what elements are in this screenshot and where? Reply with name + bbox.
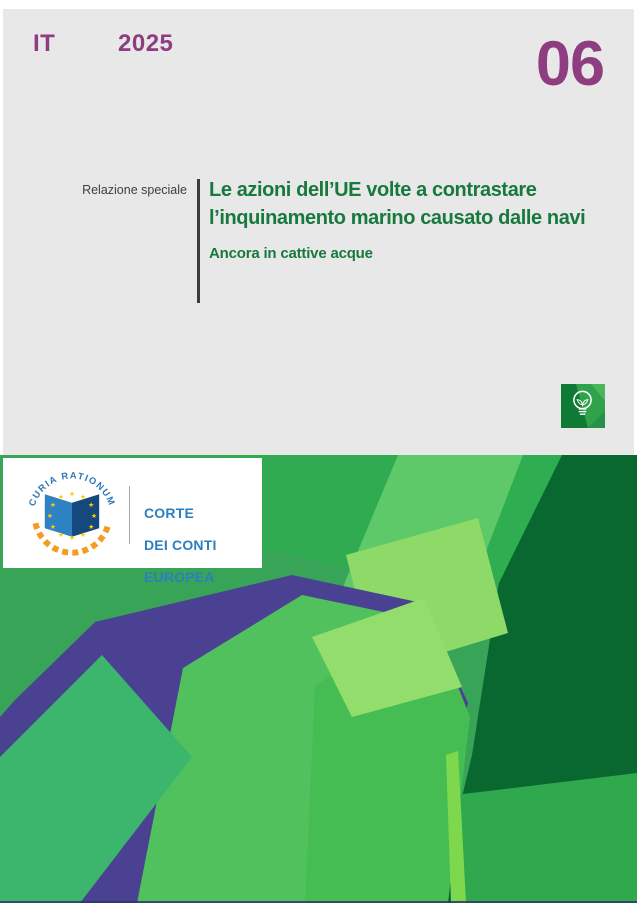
svg-text:★: ★ <box>49 501 56 510</box>
emblem-motto: CURIA RATIONUM <box>26 470 118 508</box>
report-number: 06 <box>535 29 604 99</box>
series-label: Relazione speciale <box>82 183 187 197</box>
org-name <box>144 489 217 601</box>
report-title: Le azioni dell’UE volte a contrastare l’inquinamento marino causato dalle navi <box>209 179 586 229</box>
logo-divider-line <box>129 486 130 544</box>
svg-text:★: ★ <box>57 531 64 540</box>
title-block <box>209 176 621 262</box>
org-name-line-3: EUROPEA <box>144 569 215 585</box>
title-divider-line <box>197 179 200 303</box>
svg-text:★: ★ <box>80 531 87 540</box>
svg-text:★: ★ <box>88 523 95 532</box>
lightbulb-leaves-icon <box>561 384 605 428</box>
report-subtitle: Ancora in cattive acque <box>209 245 373 262</box>
svg-text:★: ★ <box>68 534 76 543</box>
svg-text:★: ★ <box>49 523 56 532</box>
svg-text:★: ★ <box>57 492 64 501</box>
svg-text:CURIA RATIONUM <box>26 470 118 510</box>
svg-text:★: ★ <box>68 490 76 498</box>
header-band <box>3 9 634 455</box>
org-name-line-2: DEI CONTI <box>144 537 217 553</box>
svg-text:★: ★ <box>88 501 95 510</box>
publication-year: 2025 <box>118 30 174 57</box>
language-code: IT <box>33 30 56 57</box>
org-name-line-1: CORTE <box>144 505 194 521</box>
eca-emblem <box>21 462 123 564</box>
eca-logo-box <box>3 458 262 585</box>
cover-artwork <box>0 455 637 903</box>
svg-text:★: ★ <box>80 492 87 501</box>
svg-text:★: ★ <box>91 512 98 521</box>
svg-text:★: ★ <box>46 512 53 521</box>
